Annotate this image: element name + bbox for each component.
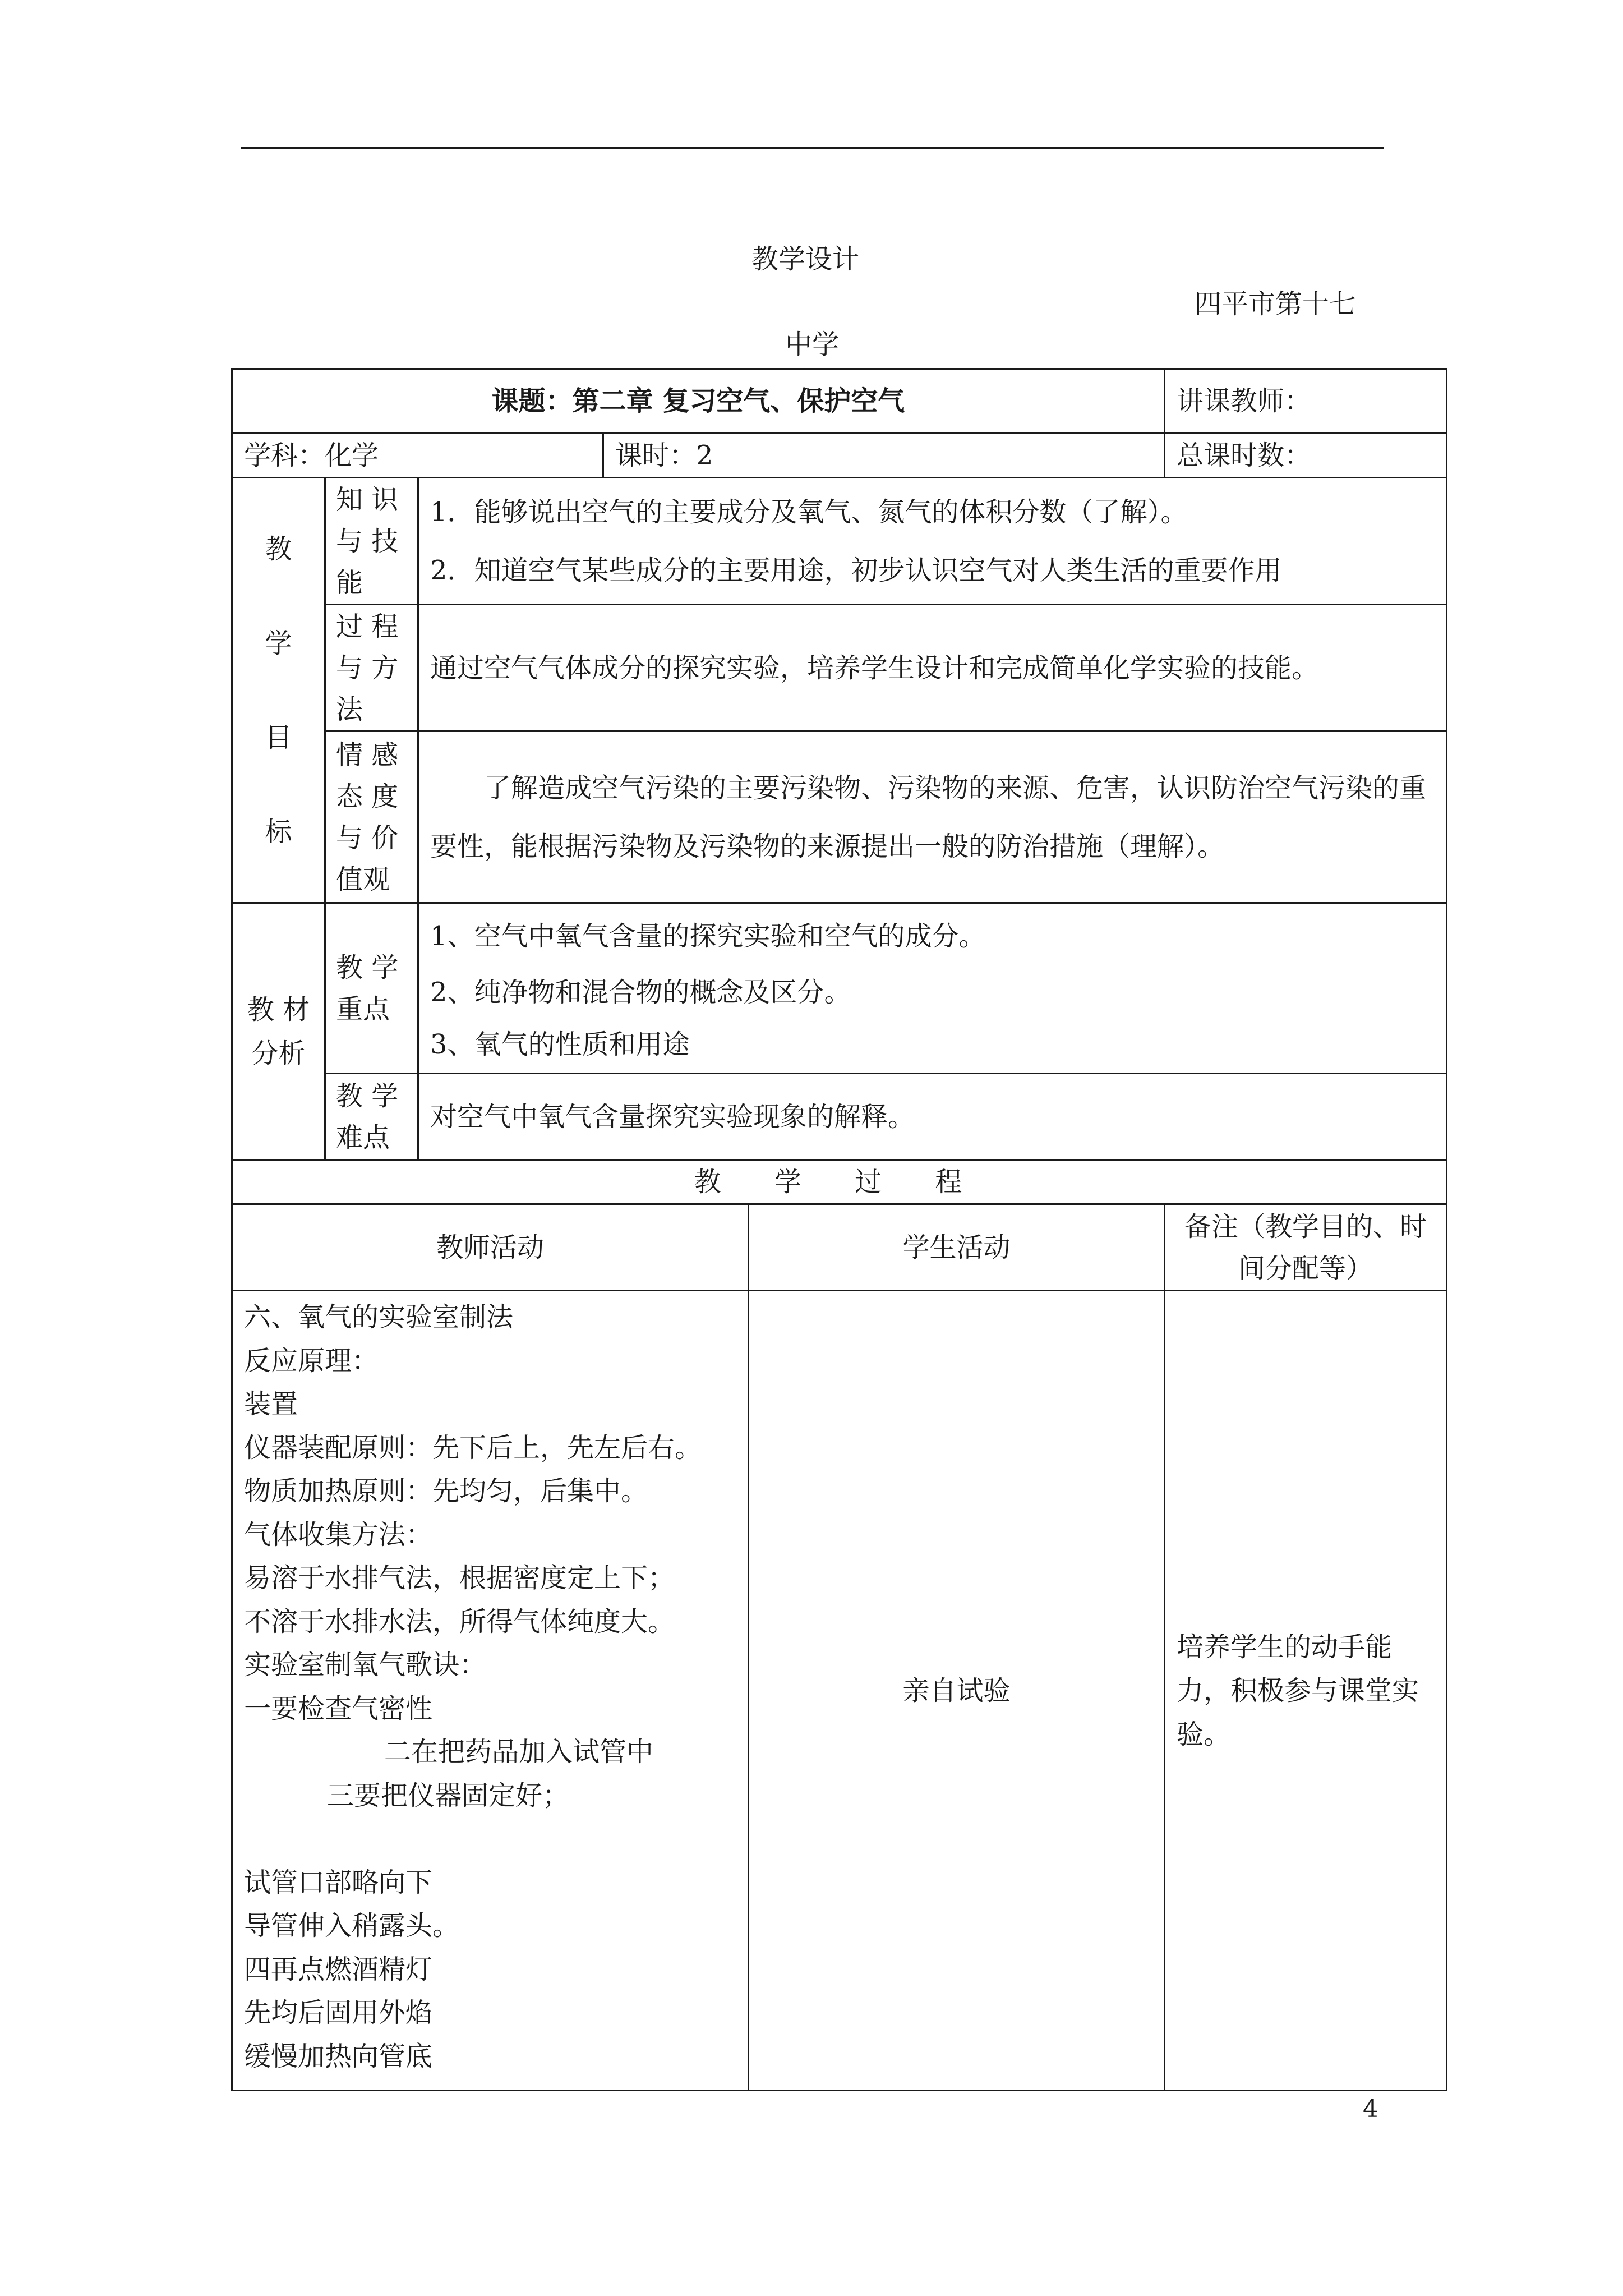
header-rule	[241, 147, 1384, 149]
process-method-label: 过 程 与 方 法	[325, 605, 418, 731]
analysis-label: 教 材 分析	[232, 903, 325, 1160]
difficulty-content: 对空气中氧气含量探究实验现象的解释。	[418, 1074, 1447, 1160]
school-name-line2: 中学	[785, 329, 840, 360]
knowledge-skill-content: 1．能够说出空气的主要成分及氧气、氮气的体积分数（了解）。 2．知道空气某些成分的主要用途，初步认识空气对人类生活的重要作用	[418, 478, 1447, 605]
note-content: 培养学生的动手能力，积极参与课堂实验。	[1165, 1291, 1447, 2091]
teacher-activity-content: 六、氧气的实验室制法 反应原理： 装置 仪器装配原则：先下后上，先左后右。 物质加热原则：先均匀，后集中。 气体收集方法： 易溶于水排气法，根据密度定上下； 不溶于水排水法，所得气体纯度大。 实验室制氧气歌诀： 一要检查气密性 二在把药品加入试管中 三要把仪器固定好； 试管口部略向下 导管伸入稍露头。 四再点燃酒精灯 先均后固用外焰 缓慢加热向管底	[232, 1291, 749, 2091]
subject-cell: 学科：化学	[232, 433, 603, 478]
process-method-content: 通过空气气体成分的探究实验，培养学生设计和完成简单化学实验的技能。	[418, 605, 1447, 731]
student-activity-header: 学生活动	[749, 1204, 1165, 1291]
key-points-content: 1、空气中氧气含量的探究实验和空气的成分。 2、纯净物和混合物的概念及区分。 3、氧气的性质和用途	[418, 903, 1447, 1074]
key-points-label: 教 学 重点	[325, 903, 418, 1074]
student-activity-content: 亲自试验	[749, 1291, 1165, 2091]
emotion-attitude-content: 了解造成空气污染的主要污染物、污染物的来源、危害，认识防治空气污染的重要性，能根据污染物及污染物的来源提出一般的防治措施（理解）。	[418, 731, 1447, 903]
teacher-activity-header: 教师活动	[232, 1204, 749, 1291]
knowledge-skill-label: 知 识 与 技 能	[325, 478, 418, 605]
lesson-plan-table	[231, 368, 1447, 2091]
hours-cell: 课时：2	[603, 433, 1165, 478]
emotion-attitude-label: 情 感 态 度 与 价 值观	[325, 731, 418, 903]
page-title: 教学设计	[751, 243, 860, 275]
note-header: 备注（教学目的、时间分配等）	[1165, 1204, 1447, 1291]
page-number: 4	[1363, 2095, 1378, 2123]
difficulty-label: 教 学 难点	[325, 1074, 418, 1160]
total-hours-cell: 总课时数：	[1165, 433, 1447, 478]
lecturer-cell: 讲课教师：	[1165, 369, 1447, 433]
topic-cell: 课题：第二章 复习空气、保护空气	[232, 369, 1165, 433]
goals-label: 教 学 目 标	[232, 478, 325, 903]
school-name-line1: 四平市第十七	[1195, 288, 1357, 320]
process-title: 教 学 过 程	[232, 1160, 1447, 1204]
